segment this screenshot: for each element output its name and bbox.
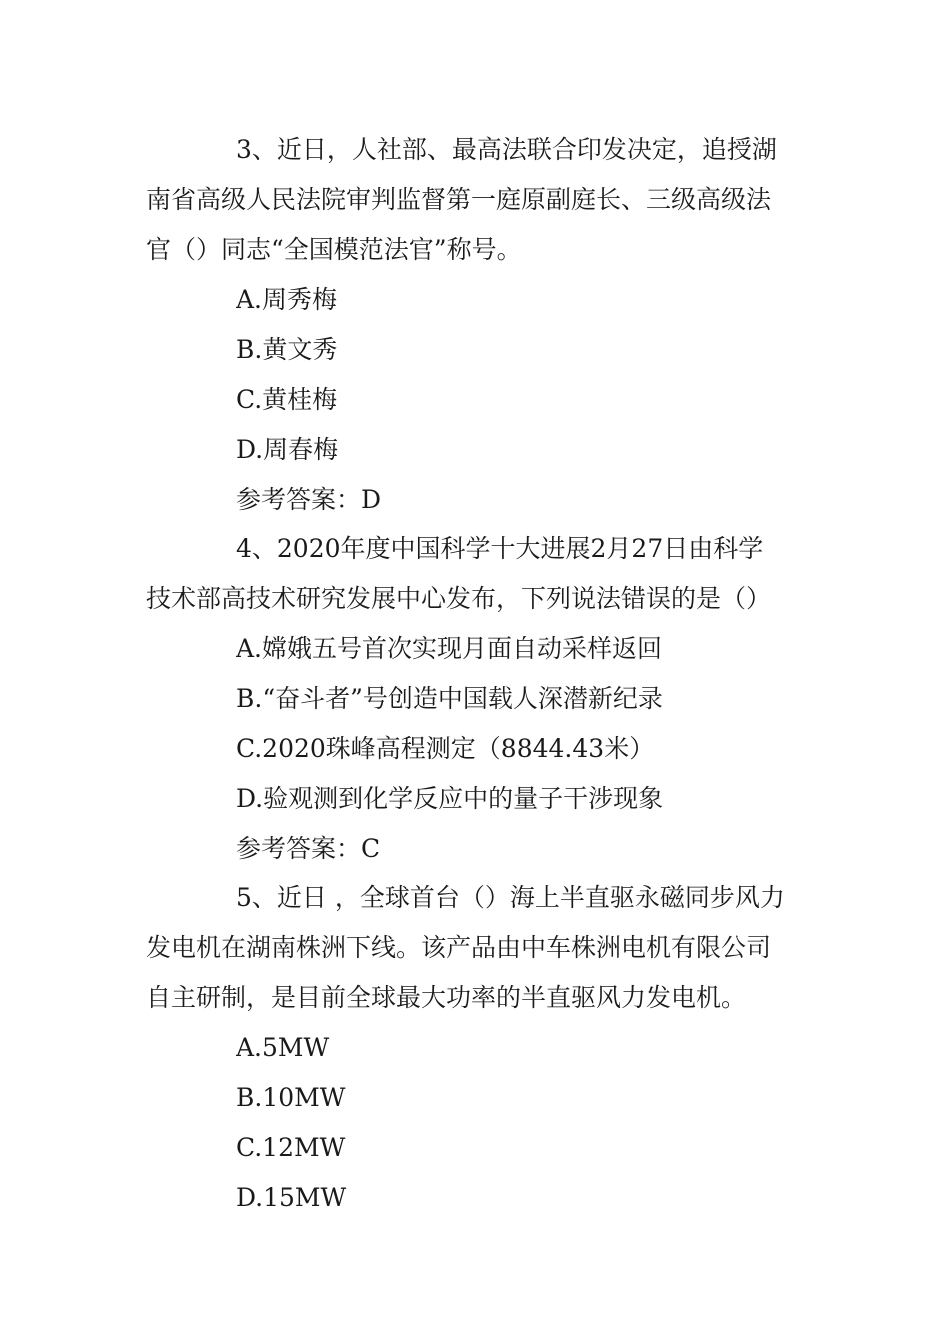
question-3-option-a: A.周秀梅 — [236, 285, 338, 314]
question-4-stem-line-2: 技术部高技术研究发展中心发布，下列说法错误的是（） — [146, 584, 772, 613]
question-4-option-d: D.验观测到化学反应中的量子干涉现象 — [236, 784, 664, 813]
question-3-stem-line-3: 官（）同志“全国模范法官”称号。 — [146, 235, 522, 264]
question-3-stem-line-1: 3、近日，人社部、最高法联合印发决定，追授湖 — [236, 135, 777, 164]
question-4-option-a: A.嫦娥五号首次实现月面自动采样返回 — [236, 634, 663, 663]
question-5-option-b: B.10MW — [236, 1083, 346, 1112]
question-4-option-b: B.“奋斗者”号创造中国载人深潜新纪录 — [236, 684, 663, 713]
question-5-option-d: D.15MW — [236, 1183, 347, 1212]
question-5-option-a: A.5MW — [236, 1033, 330, 1062]
question-3-option-c: C.黄桂梅 — [236, 385, 338, 414]
question-4-answer: 参考答案：C — [236, 834, 381, 863]
question-5-stem-line-3: 自主研制，是目前全球最大功率的半直驱风力发电机。 — [146, 983, 747, 1012]
question-4-stem-line-1: 4、2020年度中国科学十大进展2月27日由科学 — [236, 534, 764, 563]
question-5-option-c: C.12MW — [236, 1133, 346, 1162]
question-3-option-b: B.黄文秀 — [236, 335, 338, 364]
question-5-stem-line-2: 发电机在湖南株洲下线。该产品由中车株洲电机有限公司 — [146, 933, 772, 962]
question-3-option-d: D.周春梅 — [236, 435, 339, 464]
question-4-option-c: C.2020珠峰高程测定（8844.43米） — [236, 734, 655, 763]
question-3-stem-line-2: 南省高级人民法院审判监督第一庭原副庭长、三级高级法 — [146, 185, 772, 214]
question-5-stem-line-1: 5、近日 ，全球首台（）海上半直驱永磁同步风力 — [236, 883, 785, 912]
question-3-answer: 参考答案：D — [236, 485, 382, 514]
